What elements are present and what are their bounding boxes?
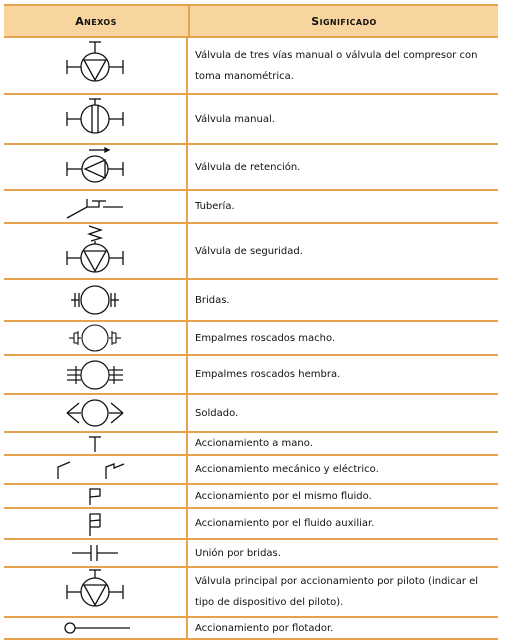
welded-icon xyxy=(4,395,188,431)
row-description: Accionamiento mecánico y eléctrico. xyxy=(195,464,379,475)
row-description: Válvula de retención. xyxy=(195,161,301,173)
row-description: Válvula principal por accionamiento por piloto (indicar el tipo de dispositivo del piloto). xyxy=(195,576,479,608)
auxiliary-fluid-actuation-icon xyxy=(4,509,188,538)
table-header xyxy=(4,4,498,38)
hand-actuation-icon xyxy=(4,433,188,454)
row-description: Accionamiento por el mismo fluido. xyxy=(195,490,372,502)
table-row xyxy=(4,280,498,322)
row-description: Accionamiento a mano. xyxy=(195,438,313,449)
table-row xyxy=(4,485,498,509)
table-row xyxy=(4,38,498,95)
female-threaded-fitting-icon xyxy=(4,356,188,393)
table-row xyxy=(4,618,498,640)
table-row xyxy=(4,95,498,145)
table-row xyxy=(4,322,498,356)
row-description: Empalmes roscados macho. xyxy=(195,332,336,344)
table-row xyxy=(4,540,498,568)
male-threaded-fitting-icon xyxy=(4,322,188,354)
table-row xyxy=(4,433,498,456)
table-row xyxy=(4,456,498,485)
safety-valve-icon xyxy=(4,224,188,278)
row-description: Válvula manual. xyxy=(195,113,275,125)
symbols-table xyxy=(4,4,498,640)
pilot-operated-main-valve-icon xyxy=(4,568,188,616)
row-description: Tubería. xyxy=(195,201,235,212)
header-significado: Significado xyxy=(311,14,377,28)
table-row xyxy=(4,224,498,280)
float-actuation-icon xyxy=(4,618,188,638)
table-row xyxy=(4,145,498,191)
table-row xyxy=(4,395,498,433)
three-way-valve-gauge-icon xyxy=(4,38,188,93)
pipe-icon xyxy=(4,191,188,222)
row-description: Empalmes roscados hembra. xyxy=(195,369,341,380)
check-valve-icon xyxy=(4,145,188,189)
table-row xyxy=(4,568,498,618)
row-description: Válvula de tres vías manual o válvula del compresor con toma manométrica. xyxy=(195,49,478,82)
header-anexos: Anexos xyxy=(4,6,190,36)
table-row xyxy=(4,191,498,224)
mechanical-electrical-actuation-icon xyxy=(4,456,188,483)
row-description: Unión por bridas. xyxy=(195,547,281,559)
table-row xyxy=(4,356,498,395)
flanges-icon xyxy=(4,280,188,320)
row-description: Accionamiento por flotador. xyxy=(195,622,334,634)
row-description: Válvula de seguridad. xyxy=(195,245,303,257)
same-fluid-actuation-icon xyxy=(4,485,188,507)
table-row xyxy=(4,509,498,540)
flange-union-icon xyxy=(4,540,188,566)
row-description: Accionamiento por el fluido auxiliar. xyxy=(195,518,375,529)
row-description: Bridas. xyxy=(195,294,230,306)
row-description: Soldado. xyxy=(195,407,239,419)
manual-valve-icon xyxy=(4,95,188,143)
